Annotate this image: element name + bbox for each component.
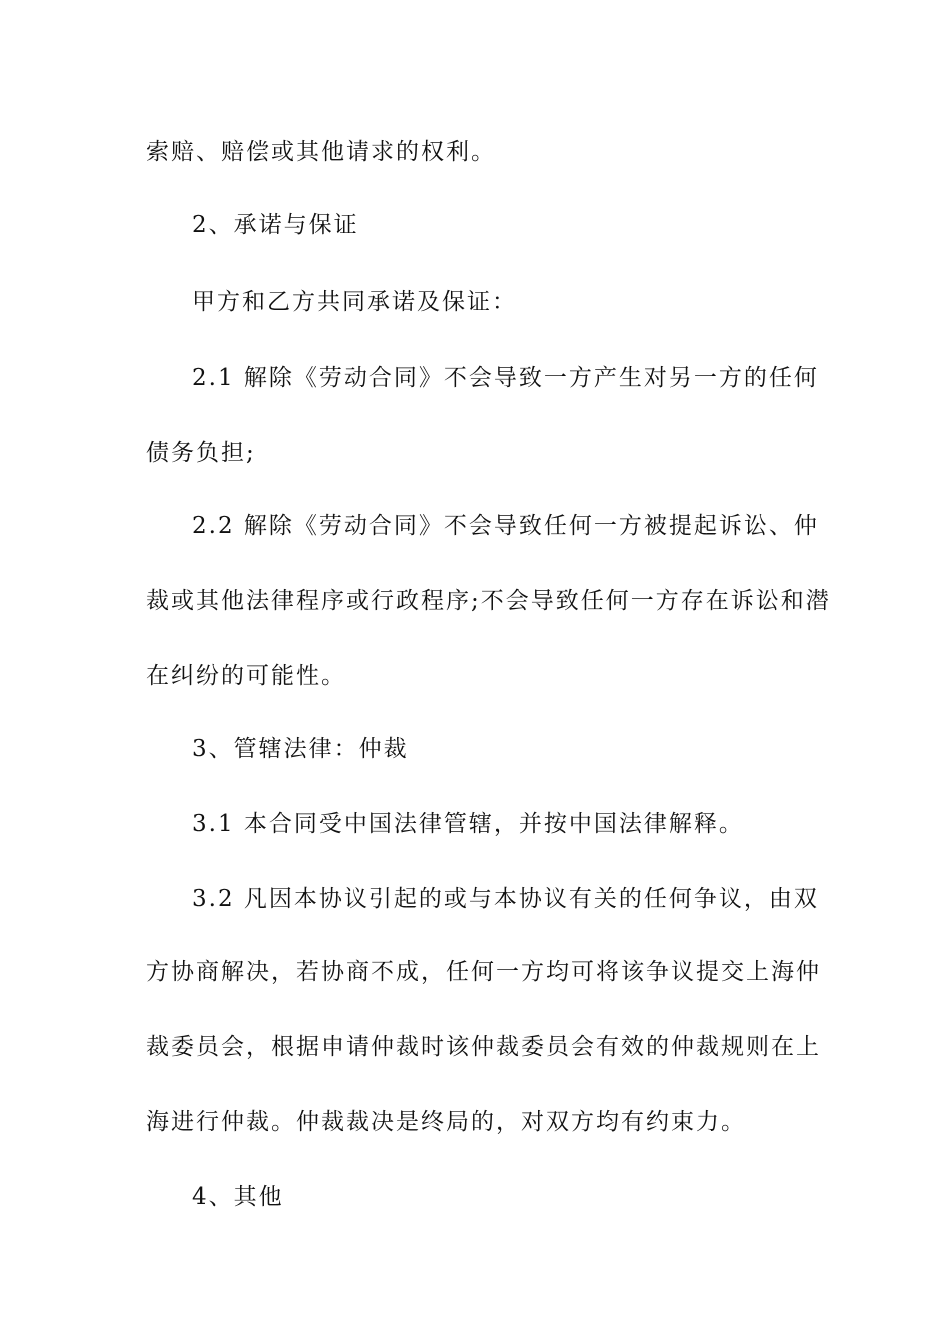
clause-3-2-line-2: 方协商解决，若协商不成，任何一方均可将该争议提交上海仲: [146, 959, 821, 985]
clause-3-2-line-4: 海进行仲裁。仲裁裁决是终局的，对双方均有约束力。: [146, 1109, 746, 1135]
clause-3-2-line-1: 3.2 凡因本协议引起的或与本协议有关的任何争议，由双: [192, 886, 819, 912]
clause-2-2-line-1: 2.2 解除《劳动合同》不会导致任何一方被提起诉讼、仲: [192, 513, 819, 539]
clause-2-1-line-1: 2.1 解除《劳动合同》不会导致一方产生对另一方的任何: [192, 365, 819, 391]
section-heading-governing-law: 3、管辖法律：仲裁: [192, 736, 409, 762]
paragraph-line: 索赔、赔偿或其他请求的权利。: [146, 139, 496, 165]
clause-2-1-line-2: 债务负担;: [146, 440, 256, 466]
clause-2-2-line-3: 在纠纷的可能性。: [146, 663, 346, 689]
clause-3-2-line-3: 裁委员会，根据申请仲裁时该仲裁委员会有效的仲裁规则在上: [146, 1034, 821, 1060]
paragraph-line: 甲方和乙方共同承诺及保证：: [192, 289, 517, 315]
clause-2-2-line-2: 裁或其他法律程序或行政程序;不会导致任何一方存在诉讼和潜: [146, 588, 831, 614]
section-heading-commitments: 2、承诺与保证: [192, 212, 359, 238]
section-heading-other: 4、其他: [192, 1184, 284, 1210]
clause-3-1: 3.1 本合同受中国法律管辖，并按中国法律解释。: [192, 811, 744, 837]
